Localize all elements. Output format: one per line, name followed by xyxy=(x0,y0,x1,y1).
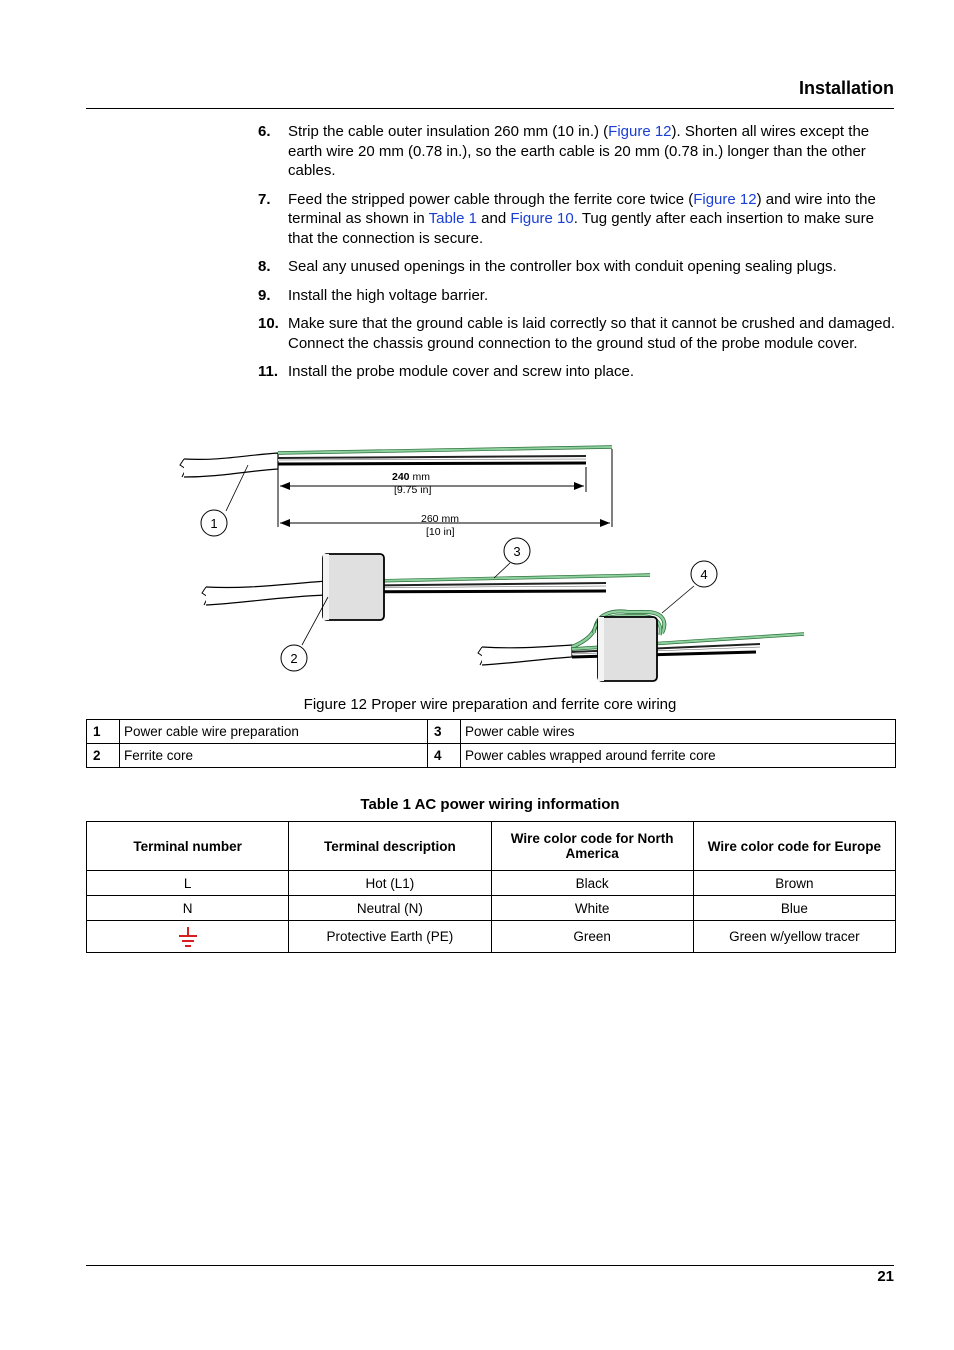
step-number: 6. xyxy=(258,123,271,140)
step-text: . Tug gently after each insertion to make sure that the connection is secure. xyxy=(288,210,874,247)
step-10 xyxy=(258,314,898,353)
step-text: Install the high voltage barrier. xyxy=(288,286,489,304)
legend-label: Power cables wrapped around ferrite core xyxy=(461,744,896,768)
legend-row xyxy=(87,744,896,768)
step-number: 10. xyxy=(258,315,279,332)
step-number: 8. xyxy=(258,258,271,275)
col-header: Terminal description xyxy=(289,822,491,871)
step-text: ). Shorten all wires except the earth wire 20 mm (0.78 in.), so the earth cable is 20 mm (0.78 in.) longer than the other cables. xyxy=(288,123,870,179)
table-cell: Green xyxy=(491,921,693,953)
step-text: Feed the stripped power cable through the ferrite core twice ( xyxy=(288,190,694,208)
step-text: and xyxy=(477,210,511,227)
dim-260-inches: [10 in] xyxy=(426,526,455,538)
ferrite-core-wrapped xyxy=(598,617,657,681)
table-cell: Protective Earth (PE) xyxy=(289,921,491,953)
table-cell: Hot (L1) xyxy=(289,871,491,896)
cross-reference-link[interactable]: Figure 10 xyxy=(510,210,574,227)
step-text: Strip the cable outer insulation 260 mm (10 in.) ( xyxy=(288,123,609,140)
legend-label: Power cable wires xyxy=(461,720,896,744)
table-cell: Green w/yellow tracer xyxy=(693,921,895,953)
dim-240-inches: [9.75 in] xyxy=(394,484,432,496)
table-row xyxy=(87,871,896,896)
callout-4 xyxy=(662,561,717,613)
legend-num: 2 xyxy=(87,744,120,768)
step-number: 7. xyxy=(258,190,271,208)
step-number: 9. xyxy=(258,286,271,304)
step-text: Seal any unused openings in the controller box with conduit opening sealing plugs. xyxy=(288,258,837,275)
callout-2 xyxy=(281,597,328,671)
callout-4-label: 4 xyxy=(700,567,708,582)
legend-num: 3 xyxy=(428,720,461,744)
legend-row xyxy=(87,720,896,744)
table-cell: White xyxy=(491,896,693,921)
callout-3 xyxy=(494,538,530,578)
dim-240-unit: mm xyxy=(412,471,431,483)
wrapped-cable xyxy=(478,611,804,681)
table-cell: Blue xyxy=(693,896,895,921)
step-11 xyxy=(258,362,898,382)
step-text: Install the probe module cover and screw into place. xyxy=(288,363,635,380)
table-cell: N xyxy=(87,896,289,921)
table-header-row xyxy=(87,822,896,871)
step-number: 11. xyxy=(258,363,279,380)
table-row xyxy=(87,896,896,921)
section-title: Installation xyxy=(798,78,894,98)
ferrite-core xyxy=(323,554,384,620)
table-row xyxy=(87,921,896,953)
header-rule xyxy=(86,108,894,109)
table-cell: Brown xyxy=(693,871,895,896)
page-number: 21 xyxy=(877,1268,894,1285)
figure-legend xyxy=(86,719,896,768)
col-header: Wire color code for Europe xyxy=(693,822,895,871)
step-7 xyxy=(258,190,898,249)
svg-text:240mm xyxy=(392,471,430,483)
ground-icon xyxy=(178,926,198,948)
instruction-steps xyxy=(258,122,898,391)
cross-reference-link[interactable]: Table 1 xyxy=(428,210,477,227)
dim-260-unit: mm xyxy=(441,513,460,525)
cross-reference-link[interactable]: Figure 12 xyxy=(608,123,672,140)
step-text: Make sure that the ground cable is laid correctly so that it cannot be crushed and damaged. Connect the chassis ground connection to the ground stud of the probe module cover. xyxy=(288,315,896,352)
step-6 xyxy=(258,122,898,181)
step-8 xyxy=(258,257,898,277)
table-cell: L xyxy=(87,871,289,896)
ferrite-core-cable xyxy=(202,554,650,620)
dim-260-value: 260 xyxy=(421,513,439,525)
legend-label: Power cable wire preparation xyxy=(120,720,428,744)
wire-preparation-figure xyxy=(176,437,816,687)
cross-reference-link[interactable]: Figure 12 xyxy=(693,190,757,208)
callout-3-label: 3 xyxy=(513,544,521,559)
legend-label: Ferrite core xyxy=(120,744,428,768)
table-cell: Black xyxy=(491,871,693,896)
ac-wiring-table xyxy=(86,821,896,953)
table-title: Table 1 AC power wiring information xyxy=(360,796,620,813)
table-cell: Neutral (N) xyxy=(289,896,491,921)
footer-rule xyxy=(86,1265,894,1266)
step-9 xyxy=(258,286,898,306)
step-text: ) and wire into the terminal as shown in xyxy=(288,190,876,227)
legend-num: 1 xyxy=(87,720,120,744)
callout-2-label: 2 xyxy=(290,651,298,666)
figure-caption: Figure 12 Proper wire preparation and ferrite core wiring xyxy=(303,696,677,713)
callout-1-label: 1 xyxy=(210,516,218,531)
col-header: Terminal number xyxy=(87,822,289,871)
legend-num: 4 xyxy=(428,744,461,768)
col-header: Wire color code for North America xyxy=(491,822,693,871)
table-cell xyxy=(87,921,289,953)
dim-240-value: 240 xyxy=(392,471,410,483)
